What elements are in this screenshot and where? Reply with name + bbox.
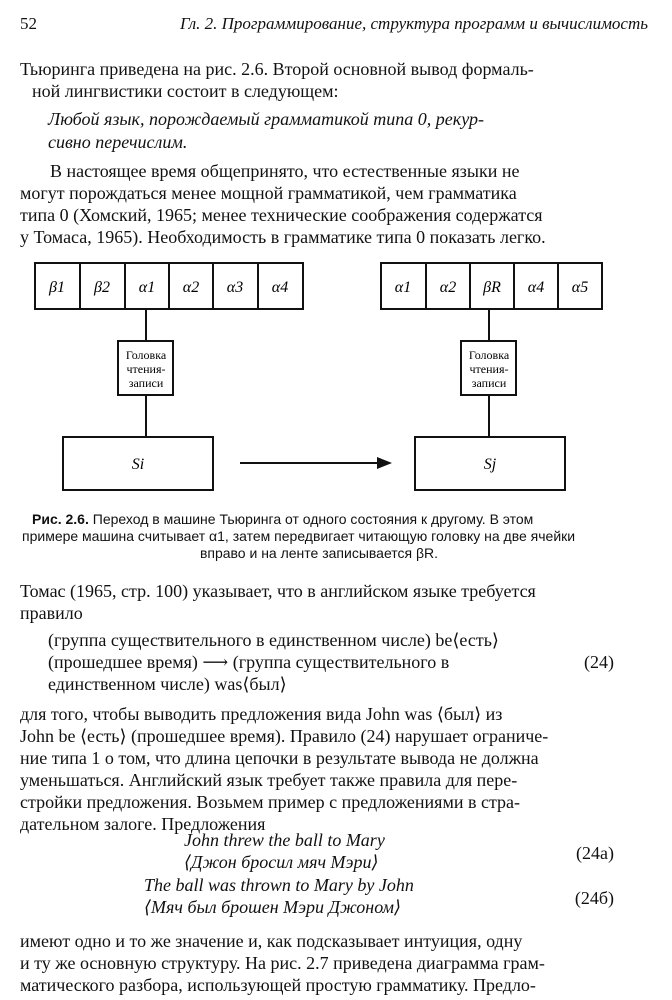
caption-text: Переход в машине Тьюринга от одного состояния к другому. В этом: [92, 511, 534, 527]
tape-cell: α4: [271, 279, 289, 296]
caption-line: вправо и на ленте записывается βR.: [199, 545, 439, 561]
caption-label: Рис. 2.6.: [32, 511, 89, 527]
text-line: у Томаса, 1965). Необходимость в грамматике типа 0 показать легко.: [20, 227, 546, 247]
tape-cell: βR: [483, 279, 501, 296]
equation-number: (24б): [574, 888, 614, 908]
theorem-statement: [48, 108, 613, 154]
paragraph-5: [20, 930, 618, 996]
head-label: чтения-: [126, 362, 166, 376]
head-label: Головка: [125, 348, 167, 362]
arrow-head: [377, 457, 392, 469]
paragraph-2: [20, 160, 618, 248]
example-24a-line: John threw the ball to Mary: [184, 830, 385, 850]
text-line: ние типа 1 о том, что длина цепочки в результате вывода не должна: [20, 748, 539, 768]
turing-machine-figure: [0, 255, 672, 505]
caption-line: примере машина считывает α1, затем передвигает читающую головку на две ячейки: [22, 528, 576, 544]
example-24b-line: The ball was thrown to Mary by John: [144, 875, 414, 895]
equation-number: (24): [584, 652, 614, 672]
paragraph-3: [20, 580, 618, 624]
text-line: Любой язык, порождаемый грамматикой типа 0, рекур-: [48, 109, 484, 129]
equation-number: (24а): [576, 843, 614, 863]
text-line: матического разбора, использующей простую грамматику. Предло-: [20, 975, 536, 995]
tape-cell: β2: [94, 279, 110, 296]
text-line: уменьшаться. Английский язык требует также правила для пере-: [20, 770, 518, 790]
figure-caption: [22, 511, 616, 562]
head-label: записи: [471, 376, 507, 390]
tape-cell: β1: [49, 279, 65, 296]
state-label: Sj: [483, 456, 497, 473]
intro-paragraph: [20, 58, 618, 102]
example-24a-translation: ⟨Джон бросил мяч Мэри⟩: [184, 852, 379, 872]
text-line: могут порождаться менее мощной грамматикой, чем грамматика: [20, 183, 517, 203]
text-line: ной лингвистики состоит в следующем:: [32, 81, 339, 101]
text-line: (прошедшее время) ⟶ (группа существительного в: [48, 652, 450, 672]
head-label: чтения-: [469, 362, 509, 376]
tape-cell: α1: [138, 279, 156, 296]
text-line: (группа существительного в единственном числе) be⟨есть⟩: [48, 630, 499, 650]
state-label: Si: [131, 456, 145, 473]
text-line: типа 0 (Хомский, 1965; менее технические соображения содержатся: [20, 205, 543, 225]
example-24b-translation: ⟨Мяч был брошен Мэри Джоном⟩: [144, 897, 402, 917]
page-header: [20, 14, 648, 38]
text-line: единственном числе) was⟨был⟩: [48, 674, 287, 694]
text-line: сивно перечислим.: [48, 132, 188, 152]
tape-cell: α4: [527, 279, 545, 296]
head-label: Головка: [468, 348, 510, 362]
text-line: для того, чтобы выводить предложения вида John was ⟨был⟩ из: [20, 704, 503, 724]
text-line: Томас (1965, стр. 100) указывает, что в английском языке требуется: [20, 581, 536, 601]
tape-cell: α2: [439, 279, 457, 296]
tape-cell: α2: [182, 279, 200, 296]
text-line: имеют одно и то же значение и, как подсказывает интуиция, одну: [20, 931, 523, 951]
text-line: John be ⟨есть⟩ (прошедшее время). Правило (24) нарушает ограниче-: [20, 726, 549, 746]
tape-cell: α1: [394, 279, 412, 296]
running-title: Гл. 2. Программирование, структура программ и вычислимость: [179, 14, 648, 33]
text-line: дательном залоге. Предложения: [20, 814, 266, 834]
rule-24: [48, 629, 499, 695]
text-line: стройки предложения. Возьмем пример с предложениями в стра-: [20, 792, 521, 812]
tape-cell: α5: [571, 279, 589, 296]
paragraph-4: [20, 703, 618, 835]
caption-line: [22, 511, 616, 528]
text-line: правило: [20, 603, 83, 623]
text-line: и ту же основную структуру. На рис. 2.7 приведена диаграмма грам-: [20, 953, 545, 973]
text-line: Тьюринга приведена на рис. 2.6. Второй основной вывод формаль-: [20, 59, 534, 79]
tape-cell: α3: [226, 279, 244, 296]
text-line: В настоящее время общепринято, что естественные языки не: [50, 161, 520, 181]
head-label: записи: [128, 376, 164, 390]
page-number: 52: [20, 14, 37, 33]
